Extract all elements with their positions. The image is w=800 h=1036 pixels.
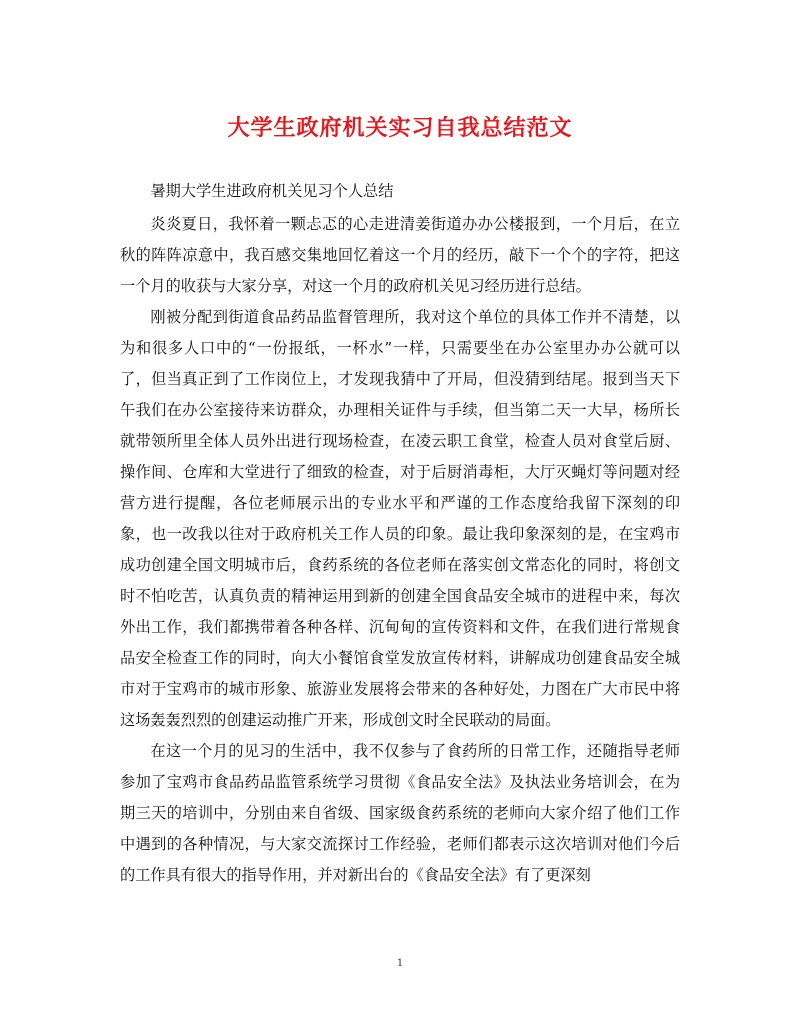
paragraph: 刚被分配到街道食品药品监督管理所，我对这个单位的具体工作并不清楚，以为和很多人口中的“一份报纸，一杯水”一样，只需要坐在办公室里办办公就可以了，但当真正到了工作岗位上，才发现我猜中了开局，但没猜到结尾。报到当天下午我们在办公室接待来访群众，办理相关证件与手续，但当第二天一大早，杨所长就带领所里全体人员外出进行现场检查，在凌云职工食堂，检查人员对食堂后厨、操作间、仓库和大堂进行了细致的检查，对于后厨消毒柜，大厅灭蝇灯等问题对经营方进行提醒，各位老师展示出的专业水平和严谨的工作态度给我留下深刻的印象，也一改我以往对于政府机关工作人员的印象。最让我印象深刻的是，在宝鸡市成功创建全国文明城市后，食药系统的各位老师在落实创文常态化的同时，将创文时不怕吃苦，认真负责的精神运用到新的创建全国食品安全城市的进程中来，每次外出工作，我们都携带着各种各样、沉甸甸的宣传资料和文件，在我们进行常规食品安全检查工作的同时，向大小餐馆食堂发放宣传材料，讲解成功创建食品安全城市对于宝鸡市的城市形象、旅游业发展将会带来的各种好处，力图在广大市民中将这场轰轰烈烈的创建运动推广开来，形成创文时全民联动的局面。 (120, 308, 680, 729)
page-number: 1 (396, 958, 404, 969)
document-title: 大学生政府机关实习自我总结范文 (227, 115, 573, 141)
paragraph: 在这一个月的见习的生活中，我不仅参与了食药所的日常工作，还随指导老师参加了宝鸡市食品药品监管系统学习贯彻《食品安全法》及执法业务培训会，在为期三天的培训中，分别由来自省级、国家级食药系统的老师向大家介绍了他们工作中遇到的各种情况，与大家交流探讨工作经验，老师们都表示这次培训对他们今后的工作具有很大的指导作用，并对新出台的《食品安全法》有了更深刻 (120, 742, 680, 884)
document-subtitle: 暑期大学生进政府机关见习个人总结 (150, 182, 394, 200)
document-body (120, 176, 680, 891)
paragraph: 炎炎夏日，我怀着一颗忐忑的心走进清姜街道办办公楼报到，一个月后，在立秋的阵阵凉意中，我百感交集地回忆着这一个月的经历，敲下一个个的字符，把这一个月的收获与大家分享，对这一个月的政府机关见习经历进行总结。 (120, 215, 680, 295)
